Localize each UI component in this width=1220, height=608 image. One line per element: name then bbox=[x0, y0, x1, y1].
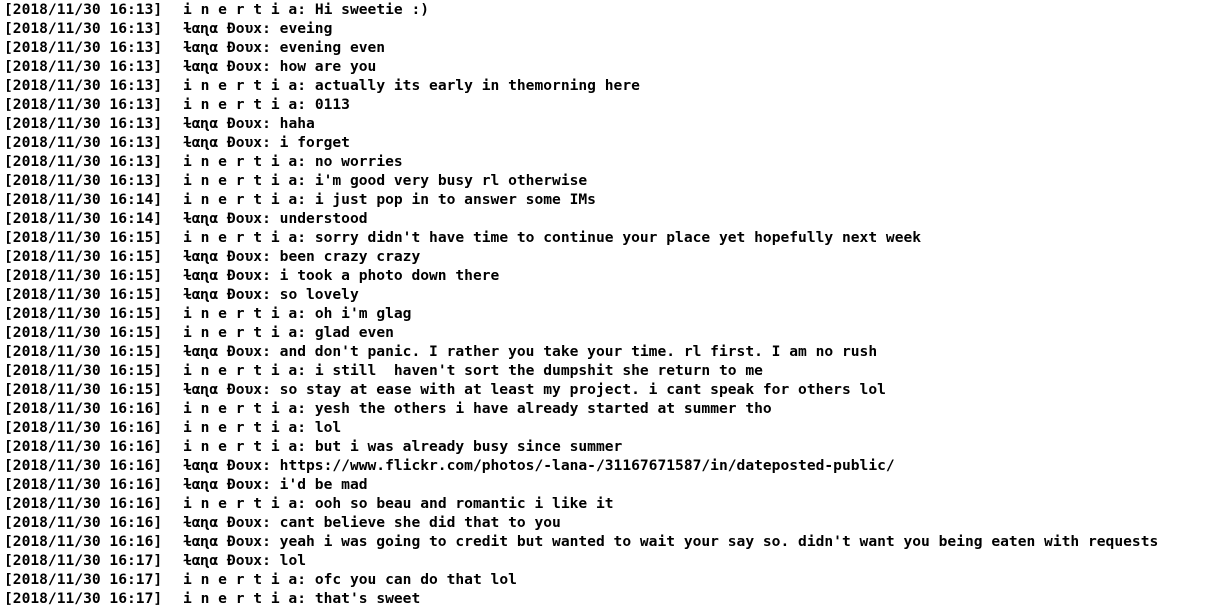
message-sender: ɫαɳα Đουx bbox=[183, 210, 263, 227]
message-timestamp: [2018/11/30 16:14] bbox=[4, 191, 163, 208]
message-timestamp: [2018/11/30 16:15] bbox=[4, 229, 163, 246]
message-timestamp: [2018/11/30 16:16] bbox=[4, 495, 163, 512]
message-sender: i n e r t i a bbox=[183, 438, 298, 455]
chat-message bbox=[4, 494, 1218, 513]
chat-message bbox=[4, 228, 1218, 247]
chat-message bbox=[4, 247, 1218, 266]
message-text: i'd be mad bbox=[279, 476, 368, 493]
message-text: but i was already busy since summer bbox=[314, 438, 623, 455]
message-text: yesh the others i have already started at summer tho bbox=[314, 400, 772, 417]
sender-separator: : bbox=[262, 476, 280, 493]
message-timestamp: [2018/11/30 16:13] bbox=[4, 39, 163, 56]
chat-message bbox=[4, 19, 1218, 38]
message-text: i'm good very busy rl otherwise bbox=[314, 172, 588, 189]
message-sender: ɫαɳα Đουx bbox=[183, 134, 263, 151]
sender-separator: : bbox=[262, 115, 280, 132]
message-timestamp: [2018/11/30 16:16] bbox=[4, 438, 163, 455]
sender-separator: : bbox=[262, 457, 280, 474]
message-text: 0113 bbox=[314, 96, 350, 113]
message-sender: ɫαɳα Đουx bbox=[183, 381, 263, 398]
message-text: so stay at ease with at least my project. i cant speak for others lol bbox=[279, 381, 886, 398]
message-timestamp: [2018/11/30 16:13] bbox=[4, 115, 163, 132]
chat-message bbox=[4, 76, 1218, 95]
chat-message bbox=[4, 361, 1218, 380]
message-sender: ɫαɳα Đουx bbox=[183, 115, 263, 132]
message-sender: ɫαɳα Đουx bbox=[183, 20, 263, 37]
chat-message bbox=[4, 114, 1218, 133]
sender-separator: : bbox=[262, 514, 280, 531]
message-timestamp: [2018/11/30 16:16] bbox=[4, 419, 163, 436]
chat-message bbox=[4, 190, 1218, 209]
message-sender: ɫαɳα Đουx bbox=[183, 39, 263, 56]
message-text: evening even bbox=[279, 39, 386, 56]
chat-message bbox=[4, 589, 1218, 608]
sender-separator: : bbox=[297, 571, 315, 588]
chat-log bbox=[4, 0, 1218, 608]
chat-message bbox=[4, 475, 1218, 494]
message-text: understood bbox=[279, 210, 368, 227]
message-timestamp: [2018/11/30 16:13] bbox=[4, 153, 163, 170]
chat-message bbox=[4, 399, 1218, 418]
chat-message bbox=[4, 323, 1218, 342]
message-sender: i n e r t i a bbox=[183, 362, 298, 379]
sender-separator: : bbox=[262, 533, 280, 550]
message-timestamp: [2018/11/30 16:15] bbox=[4, 343, 163, 360]
chat-message bbox=[4, 513, 1218, 532]
message-timestamp: [2018/11/30 16:15] bbox=[4, 381, 163, 398]
message-timestamp: [2018/11/30 16:16] bbox=[4, 514, 163, 531]
message-text: lol bbox=[314, 419, 342, 436]
message-sender: i n e r t i a bbox=[183, 1, 298, 18]
message-text: ooh so beau and romantic i like it bbox=[314, 495, 614, 512]
message-timestamp: [2018/11/30 16:15] bbox=[4, 248, 163, 265]
sender-separator: : bbox=[262, 20, 280, 37]
sender-separator: : bbox=[262, 39, 280, 56]
sender-separator: : bbox=[297, 305, 315, 322]
sender-separator: : bbox=[262, 267, 280, 284]
message-timestamp: [2018/11/30 16:17] bbox=[4, 552, 163, 569]
chat-message bbox=[4, 152, 1218, 171]
chat-message bbox=[4, 57, 1218, 76]
chat-message bbox=[4, 0, 1218, 19]
sender-separator: : bbox=[297, 77, 315, 94]
message-text: https://www.flickr.com/photos/-lana-/31167671587/in/dateposted-public/ bbox=[279, 457, 895, 474]
message-timestamp: [2018/11/30 16:17] bbox=[4, 571, 163, 588]
chat-message bbox=[4, 171, 1218, 190]
message-text: i just pop in to answer some IMs bbox=[314, 191, 596, 208]
chat-message bbox=[4, 285, 1218, 304]
message-timestamp: [2018/11/30 16:16] bbox=[4, 533, 163, 550]
message-sender: ɫαɳα Đουx bbox=[183, 533, 263, 550]
message-text: cant believe she did that to you bbox=[279, 514, 561, 531]
sender-separator: : bbox=[262, 248, 280, 265]
message-text: eveing bbox=[279, 20, 333, 37]
sender-separator: : bbox=[297, 495, 315, 512]
message-timestamp: [2018/11/30 16:16] bbox=[4, 400, 163, 417]
sender-separator: : bbox=[297, 172, 315, 189]
message-sender: i n e r t i a bbox=[183, 77, 298, 94]
message-sender: i n e r t i a bbox=[183, 153, 298, 170]
sender-separator: : bbox=[297, 590, 315, 607]
chat-message bbox=[4, 38, 1218, 57]
message-timestamp: [2018/11/30 16:15] bbox=[4, 362, 163, 379]
message-sender: i n e r t i a bbox=[183, 229, 298, 246]
sender-separator: : bbox=[262, 58, 280, 75]
chat-message bbox=[4, 570, 1218, 589]
message-timestamp: [2018/11/30 16:14] bbox=[4, 210, 163, 227]
chat-message bbox=[4, 418, 1218, 437]
sender-separator: : bbox=[297, 153, 315, 170]
chat-message bbox=[4, 532, 1218, 551]
message-text: no worries bbox=[314, 153, 403, 170]
message-text: been crazy crazy bbox=[279, 248, 421, 265]
message-text: and don't panic. I rather you take your time. rl first. I am no rush bbox=[279, 343, 878, 360]
sender-separator: : bbox=[262, 210, 280, 227]
chat-message bbox=[4, 133, 1218, 152]
chat-message bbox=[4, 437, 1218, 456]
sender-separator: : bbox=[297, 1, 315, 18]
sender-separator: : bbox=[262, 552, 280, 569]
message-sender: ɫαɳα Đουx bbox=[183, 286, 263, 303]
message-sender: ɫαɳα Đουx bbox=[183, 267, 263, 284]
chat-message bbox=[4, 456, 1218, 475]
message-timestamp: [2018/11/30 16:16] bbox=[4, 457, 163, 474]
message-text: i still haven't sort the dumpshit she return to me bbox=[314, 362, 763, 379]
chat-message bbox=[4, 380, 1218, 399]
message-sender: i n e r t i a bbox=[183, 571, 298, 588]
message-sender: ɫαɳα Đουx bbox=[183, 476, 263, 493]
message-text: lol bbox=[279, 552, 307, 569]
sender-separator: : bbox=[297, 191, 315, 208]
message-sender: ɫαɳα Đουx bbox=[183, 552, 263, 569]
sender-separator: : bbox=[262, 286, 280, 303]
message-timestamp: [2018/11/30 16:13] bbox=[4, 134, 163, 151]
sender-separator: : bbox=[262, 343, 280, 360]
message-timestamp: [2018/11/30 16:15] bbox=[4, 286, 163, 303]
sender-separator: : bbox=[297, 229, 315, 246]
message-text: how are you bbox=[279, 58, 377, 75]
message-text: haha bbox=[279, 115, 315, 132]
message-sender: i n e r t i a bbox=[183, 324, 298, 341]
message-text: i forget bbox=[279, 134, 350, 151]
message-sender: ɫαɳα Đουx bbox=[183, 514, 263, 531]
sender-separator: : bbox=[297, 400, 315, 417]
chat-message bbox=[4, 266, 1218, 285]
chat-message bbox=[4, 95, 1218, 114]
sender-separator: : bbox=[297, 438, 315, 455]
message-sender: i n e r t i a bbox=[183, 590, 298, 607]
message-sender: i n e r t i a bbox=[183, 400, 298, 417]
message-sender: i n e r t i a bbox=[183, 305, 298, 322]
chat-message bbox=[4, 342, 1218, 361]
message-timestamp: [2018/11/30 16:13] bbox=[4, 20, 163, 37]
chat-message bbox=[4, 209, 1218, 228]
message-timestamp: [2018/11/30 16:13] bbox=[4, 58, 163, 75]
message-text: i took a photo down there bbox=[279, 267, 500, 284]
message-text: sorry didn't have time to continue your place yet hopefully next week bbox=[314, 229, 922, 246]
message-timestamp: [2018/11/30 16:13] bbox=[4, 77, 163, 94]
message-sender: i n e r t i a bbox=[183, 191, 298, 208]
message-sender: ɫαɳα Đουx bbox=[183, 248, 263, 265]
sender-separator: : bbox=[297, 419, 315, 436]
message-timestamp: [2018/11/30 16:13] bbox=[4, 172, 163, 189]
message-timestamp: [2018/11/30 16:15] bbox=[4, 267, 163, 284]
message-text: yeah i was going to credit but wanted to wait your say so. didn't want you being eaten with requests bbox=[279, 533, 1159, 550]
message-text: glad even bbox=[314, 324, 394, 341]
sender-separator: : bbox=[262, 134, 280, 151]
message-sender: i n e r t i a bbox=[183, 172, 298, 189]
message-sender: ɫαɳα Đουx bbox=[183, 343, 263, 360]
message-sender: ɫαɳα Đουx bbox=[183, 58, 263, 75]
message-timestamp: [2018/11/30 16:15] bbox=[4, 324, 163, 341]
message-sender: i n e r t i a bbox=[183, 495, 298, 512]
sender-separator: : bbox=[297, 362, 315, 379]
message-text: oh i'm glag bbox=[314, 305, 412, 322]
sender-separator: : bbox=[262, 381, 280, 398]
message-text: that's sweet bbox=[314, 590, 421, 607]
message-text: Hi sweetie :) bbox=[314, 1, 430, 18]
message-text: so lovely bbox=[279, 286, 359, 303]
chat-message bbox=[4, 304, 1218, 323]
message-sender: i n e r t i a bbox=[183, 419, 298, 436]
message-sender: ɫαɳα Đουx bbox=[183, 457, 263, 474]
message-timestamp: [2018/11/30 16:15] bbox=[4, 305, 163, 322]
message-timestamp: [2018/11/30 16:13] bbox=[4, 1, 163, 18]
sender-separator: : bbox=[297, 324, 315, 341]
message-timestamp: [2018/11/30 16:13] bbox=[4, 96, 163, 113]
message-timestamp: [2018/11/30 16:16] bbox=[4, 476, 163, 493]
chat-message bbox=[4, 551, 1218, 570]
message-timestamp: [2018/11/30 16:17] bbox=[4, 590, 163, 607]
message-text: actually its early in themorning here bbox=[314, 77, 640, 94]
message-sender: i n e r t i a bbox=[183, 96, 298, 113]
message-text: ofc you can do that lol bbox=[314, 571, 517, 588]
sender-separator: : bbox=[297, 96, 315, 113]
